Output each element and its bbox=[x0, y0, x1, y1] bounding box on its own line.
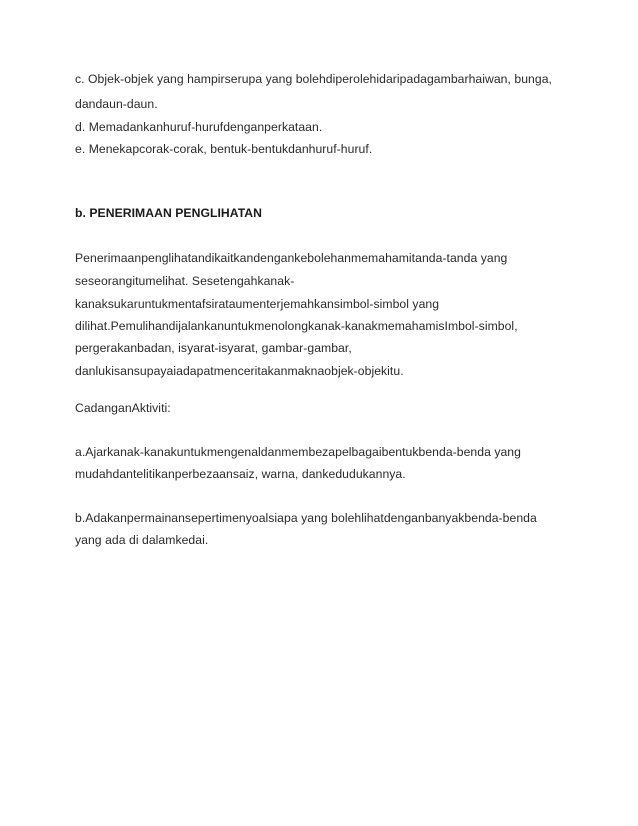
activity-a-line-2: mudahdantelitikanperbezaansaiz, warna, dankedudukannya. bbox=[75, 467, 406, 481]
paragraph-line: pergerakanbadan, isyarat-isyarat, gambar-gambar, bbox=[75, 341, 352, 355]
paragraph-line: Penerimaanpenglihatandikaitkandengankebolehanmemahamitanda-tanda yang bbox=[75, 251, 508, 265]
list-item-e: e. Menekapcorak-corak, bentuk-bentukdanhuruf-huruf. bbox=[75, 142, 373, 156]
list-item-c-line-2: dandaun-daun. bbox=[75, 97, 158, 111]
activities-label: CadanganAktiviti: bbox=[75, 401, 171, 415]
paragraph-line: dilihat.Pemulihandijalankanuntukmenolongkanak-kanakmemahamisImbol-simbol, bbox=[75, 319, 518, 333]
activity-a-line-1: a.Ajarkanak-kanakuntukmengenaldanmembezapelbagaibentukbenda-benda yang bbox=[75, 445, 521, 459]
section-heading: b. PENERIMAAN PENGLIHATAN bbox=[75, 206, 262, 220]
list-item-c-line-1: c. Objek-objek yang hampirserupa yang bolehdiperolehidaripadagambarhaiwan, bunga, bbox=[75, 72, 552, 86]
activity-b-line-1: b.Adakanpermainansepertimenyoalsiapa yang bolehlihatdenganbanyakbenda-benda bbox=[75, 511, 537, 525]
paragraph-line: kanaksukaruntukmentafsirataumenterjemahkansimbol-simbol yang bbox=[75, 297, 440, 311]
list-item-d: d. Memadankanhuruf-hurufdenganperkataan. bbox=[75, 120, 323, 134]
paragraph-line: danlukisansupayaiadapatmenceritakanmaknaobjek-objekitu. bbox=[75, 364, 404, 378]
paragraph-line: seseorangitumelihat. Sesetengahkanak- bbox=[75, 274, 295, 288]
activity-b-line-2: yang ada di dalamkedai. bbox=[75, 533, 209, 547]
